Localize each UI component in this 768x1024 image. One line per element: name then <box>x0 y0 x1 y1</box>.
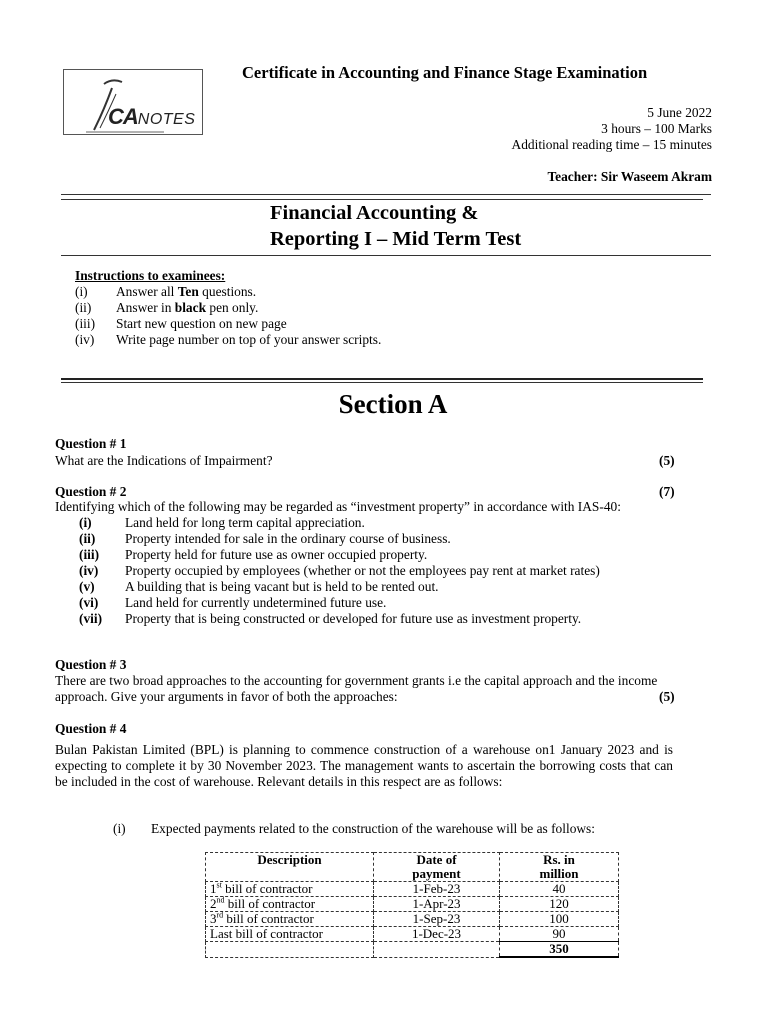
list-item-number: (vii) <box>79 611 103 626</box>
cell-description: Last bill of contractor <box>206 927 374 942</box>
col-amount: Rs. in million <box>500 853 619 882</box>
list-item: Property intended for sale in the ordinary course of business. <box>125 531 451 546</box>
instruction-text: Start new question on new page <box>116 316 287 331</box>
cell-description: 1st bill of contractor <box>206 882 374 897</box>
construction-payments-table <box>205 852 619 958</box>
question-2-heading: Question # 2 <box>55 484 127 499</box>
instruction-number: (i) <box>75 284 88 299</box>
list-item-number: (v) <box>79 579 95 594</box>
exam-date: 5 June 2022 <box>647 105 712 120</box>
col-date: Date of payment <box>374 853 500 882</box>
table-row <box>206 912 619 927</box>
question-4-sub-text: Expected payments related to the construction of the warehouse will be as follows: <box>151 821 595 836</box>
question-4-sub-num: (i) <box>113 821 126 836</box>
certificate-title: Certificate in Accounting and Finance Stage Examination <box>242 63 648 82</box>
list-item: Property occupied by employees (whether or not the employees pay rent at market rates) <box>125 563 600 578</box>
cell-date: 1-Sep-23 <box>374 912 500 927</box>
instruction-number: (iv) <box>75 332 95 347</box>
question-4-heading: Question # 4 <box>55 721 127 736</box>
question-3-heading: Question # 3 <box>55 657 127 672</box>
question-1-marks: (5) <box>659 453 675 468</box>
logo-wordmark: CANOTES <box>108 104 196 129</box>
cell-description: 3rd bill of contractor <box>206 912 374 927</box>
list-item: Property held for future use as owner occupied property. <box>125 547 428 562</box>
list-item: Land held for long term capital appreciation. <box>125 515 365 530</box>
table-row <box>206 897 619 912</box>
canotes-logo <box>63 69 203 135</box>
cell-amount: 90 <box>500 927 619 942</box>
cell-empty <box>374 942 500 958</box>
cell-description: 2nd bill of contractor <box>206 897 374 912</box>
cell-total: 350 <box>500 942 619 958</box>
question-1-heading: Question # 1 <box>55 436 127 451</box>
question-2-text: Identifying which of the following may be regarded as “investment property” in accordance with IAS-40: <box>55 499 621 514</box>
divider <box>61 255 711 256</box>
question-2-marks: (7) <box>659 484 675 499</box>
cell-amount: 120 <box>500 897 619 912</box>
divider <box>61 378 703 380</box>
instruction-number: (ii) <box>75 300 92 315</box>
instruction-text: Answer all Ten questions. <box>116 284 257 299</box>
list-item-number: (i) <box>79 515 92 530</box>
list-item-number: (vi) <box>79 595 99 610</box>
instructions-heading: Instructions to examinees: <box>75 268 226 283</box>
question-1-text: What are the Indications of Impairment? <box>55 453 273 468</box>
cell-empty <box>206 942 374 958</box>
paper-title-line1: Financial Accounting & <box>270 202 479 224</box>
list-item-number: (iv) <box>79 563 99 578</box>
question-3-marks: (5) <box>659 689 675 704</box>
table-row <box>206 882 619 897</box>
list-item: Property that is being constructed or developed for future use as investment property. <box>125 611 582 626</box>
question-4-paragraph: Bulan Pakistan Limited (BPL) is planning to commence construction of a warehouse on1 January 2023 and is expecting to complete it by 30 November 2023. The management wants to ascertain the borrowing costs that can be included in the cost of warehouse. Relevant details in this respect are as follows: <box>55 742 673 789</box>
cell-amount: 100 <box>500 912 619 927</box>
question-3-text-cont: approach. Give your arguments in favor of both the approaches: <box>55 689 398 704</box>
table-total-row <box>206 942 619 958</box>
section-heading: Section A <box>338 389 448 419</box>
table-header-row <box>206 853 619 882</box>
cell-amount: 40 <box>500 882 619 897</box>
divider <box>61 382 703 383</box>
exam-duration: 3 hours – 100 Marks <box>601 121 712 136</box>
divider <box>61 199 703 200</box>
reading-time: Additional reading time – 15 minutes <box>511 137 712 152</box>
instruction-text: Answer in black pen only. <box>116 300 259 315</box>
cell-date: 1-Apr-23 <box>374 897 500 912</box>
list-item: A building that is being vacant but is held to be rented out. <box>125 579 439 594</box>
paper-title-line2: Reporting I – Mid Term Test <box>270 228 522 250</box>
col-description: Description <box>206 853 374 882</box>
teacher-name: Teacher: Sir Waseem Akram <box>547 169 712 184</box>
cell-date: 1-Feb-23 <box>374 882 500 897</box>
instruction-text: Write page number on top of your answer scripts. <box>116 332 382 347</box>
cell-date: 1-Dec-23 <box>374 927 500 942</box>
list-item: Land held for currently undetermined future use. <box>125 595 387 610</box>
table-row <box>206 927 619 942</box>
question-3-text: There are two broad approaches to the accounting for government grants i.e the capital approach and the income <box>55 673 658 688</box>
list-item-number: (iii) <box>79 547 100 562</box>
list-item-number: (ii) <box>79 531 96 546</box>
instruction-number: (iii) <box>75 316 96 331</box>
divider <box>61 194 711 195</box>
